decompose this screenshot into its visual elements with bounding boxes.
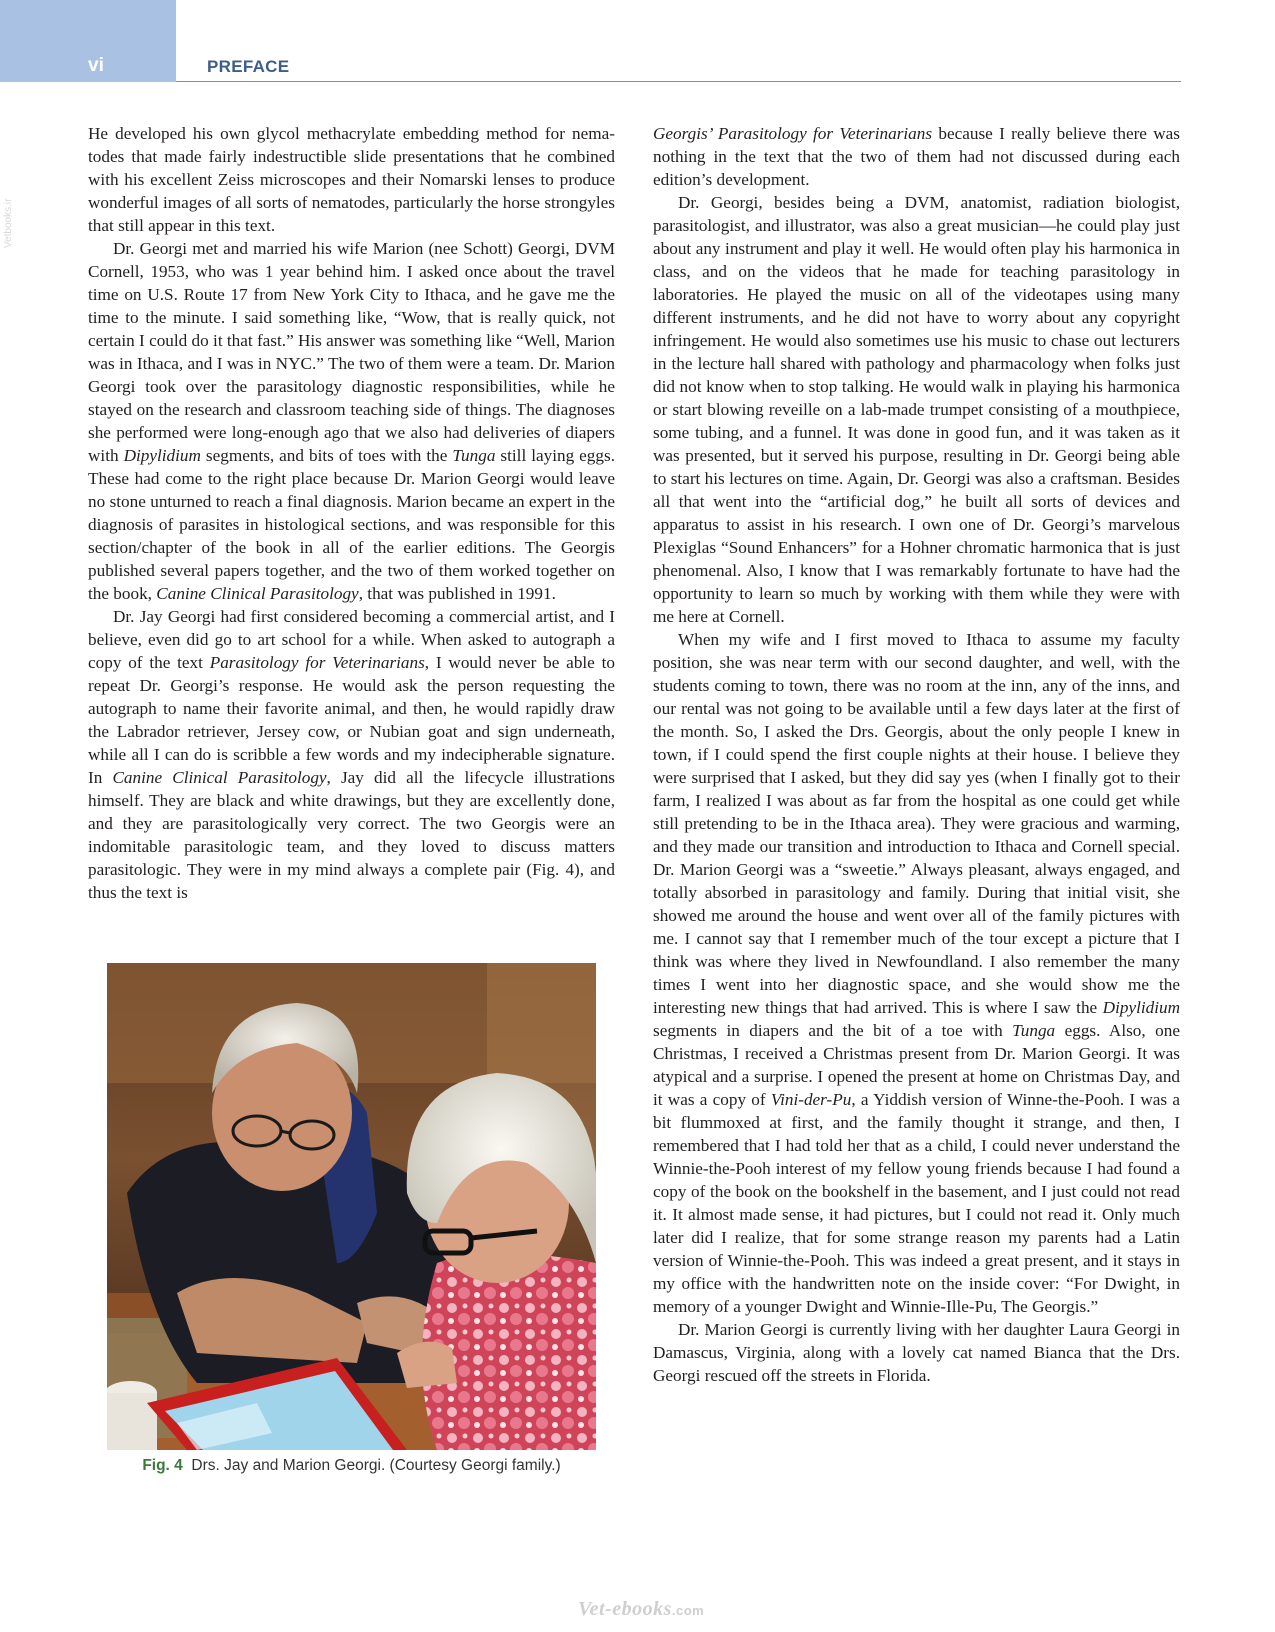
paragraph: Dr. Marion Georgi is currently living with her daughter Laura Georgi in Damascus, Virginia, along with a lovely cat named Bianca that the Drs. Georgi rescued off the streets in Florida. bbox=[653, 1320, 1180, 1385]
paragraph: Dr. Georgi met and married his wife Marion (nee Schott) Georgi, DVM Cornell, 1953, who was 1 year behind him. I asked once about the travel time on U.S. Route 17 from New York City to Ithaca, and he gave me the time to the minute. I said something like, “Wow, that is really quick, not certain I could do it that fast.” His answer was something like “Well, Marion was in Ithaca, and I was in NYC.” The two of them were a team. Dr. Marion Georgi took over the parasitology diagnostic responsibilities, while he stayed on the research and classroom teaching side of things. The diagnoses she performed were long-enough ago that we also had deliveries of diapers with Dipylidium segments, and bits of toes with the Tunga still laying eggs. These had come to the right place because Dr. Marion Georgi would leave no stone unturned to reach a final diagnosis. Marion became an expert in the diagnosis of parasites in histological sections, and was responsible for this section/chapter of the book in all of the earlier editions. The Georgis published several papers together, and the two of them worked together on the book, Canine Clinical Parasitology, that was published in 1991. bbox=[88, 239, 615, 603]
paragraph: When my wife and I first moved to Ithaca to assume my faculty position, she was near term with our second daughter, and well, with the students coming to town, there was no room at the inn, any of the inns, and our rental was not going to be available until a few days later at the first of the month. So, I asked the Drs. Georgis, about the only people I knew in town, if I could spend the first couple nights at their house. I believe they were surprised that I asked, but they did say yes (when I finally got to their farm, I realized I was about as far from the hospital as one could get while still pretending to be in the Ithaca area). They were gracious and warming, and they made our transition and introduction to Ithaca and Cornell special. Dr. Marion Georgi was a “sweetie.” Always pleasant, always engaged, and totally absorbed in parasitology and family. During that initial visit, she showed me around the house and went over all of the family pictures with me. I cannot say that I remember much of the tour except a picture that I think was where they lived in Newfoundland. I also remember the many times I went into her diagnostic space, and she would show me the interesting new things that had arrived. This is where I saw the Dipylidium segments in diapers and the bit of a toe with Tunga eggs. Also, one Christmas, I received a Christmas present from Dr. Marion Georgi. It was atypical and a surprise. I opened the present at home on Christmas Day, and it was a copy of Vini-der-Pu, a Yiddish version of Winne-the-Pooh. I was a bit flummoxed at first, and the family thought it strange, and then, I remembered that I had told her that as a child, I could never understand the Winnie-the-Pooh interest of my fellow young friends because I had found a copy of the book on the bookshelf in the basement, and I just could not read it. It almost made sense, it had pictures, but I could not read it. Only much later did I realize, that for some strange reason my parents had a Latin version of Winnie-the-Pooh. This was indeed a great present, and it stays in my office with the handwritten note on the inside cover: “For Dwight, in memory of a younger Dwight and Winnie-Ille-Pu, The Georgis.” bbox=[653, 630, 1180, 1316]
left-column bbox=[88, 122, 615, 904]
figure-caption bbox=[88, 1457, 615, 1475]
paragraph: Dr. Georgi, besides being a DVM, anatomist, radiation biologist, parasitologist, and illustrator, was also a great musician—he could play just about any instrument and play it well. He would often play his harmonica in class, and on the videos that he made for teaching parasitology in laboratories. He played the music on all of the videotapes using many different instruments, and he did not have to worry about any copyright infringement. He would also sometimes use his music to chase out lecturers in the lecture hall shared with pathology and pharmacology when folks just did not know when to stop talking. He would walk in playing his harmonica or start blowing reveille on a lab-made trumpet consisting of a mouthpiece, some tubing, and a funnel. It was done in good fun, and it was taken as it was presented, but it served his purpose, resulting in Dr. Georgi being able to start his lectures on time. Again, Dr. Georgi was also a craftsman. Besides all that went into the “artificial dog,” he built all sorts of devices and apparatus to assist in his research. I own one of Dr. Georgi’s marvelous Plexiglas “Sound Enhancers” for a Hohner chromatic harmonica that is just phenomenal. Also, I know that I was remarkably fortunate to have had the opportunity to learn so much by working with them while they were with me here at Cornell. bbox=[653, 193, 1180, 626]
footer-watermark bbox=[578, 1598, 704, 1621]
running-head: PREFACE bbox=[207, 57, 290, 76]
side-watermark: Vetbooks.ir bbox=[3, 198, 14, 248]
figure-label: Fig. 4 bbox=[142, 1457, 183, 1474]
footer-watermark-suffix: .com bbox=[671, 1603, 705, 1618]
header-rule bbox=[176, 81, 1181, 82]
paragraph: Dr. Jay Georgi had first considered becoming a commercial artist, and I believe, even did go to art school for a while. When asked to autograph a copy of the text Parasitology for Veterinarians, I would never be able to repeat Dr. Georgi’s response. He would ask the person requesting the autograph to name their favorite animal, and then, he would rapidly draw the Labrador retriever, Jersey cow, or Nubian goat and sign underneath, while all I can do is scribble a few words and my indecipherable signature. In Canine Clinical Parasitology, Jay did all the lifecycle illustrations himself. They are black and white drawings, but they are excellently done, and they are parasitologically very correct. The two Georgis were an indomitable parasitologic team, and they loved to discuss matters parasitologic. They were in my mind always a complete pair (Fig. 4), and thus the text is bbox=[88, 607, 615, 902]
footer-watermark-text: Vet-ebooks bbox=[578, 1598, 672, 1620]
figure-photo bbox=[107, 963, 596, 1450]
page-number: vi bbox=[88, 55, 104, 76]
paragraph: He developed his own glycol methacrylate embedding method for nematodes that made fairly indestructible slide presentations that he combined with his excellent Zeiss microscopes and their Nomarski lenses to produce wonderful images of all sorts of nematodes, particularly the horse strongyles that still appear in this text. bbox=[88, 124, 615, 235]
paragraph: Georgis’ Parasitology for Veterinarians because I really believe there was nothing in the text that the two of them had not discussed during each edition’s development. bbox=[653, 124, 1180, 189]
right-column bbox=[653, 122, 1180, 1387]
photo-illustration bbox=[107, 963, 596, 1450]
figure-caption-text: Drs. Jay and Marion Georgi. (Courtesy Georgi family.) bbox=[191, 1457, 561, 1474]
